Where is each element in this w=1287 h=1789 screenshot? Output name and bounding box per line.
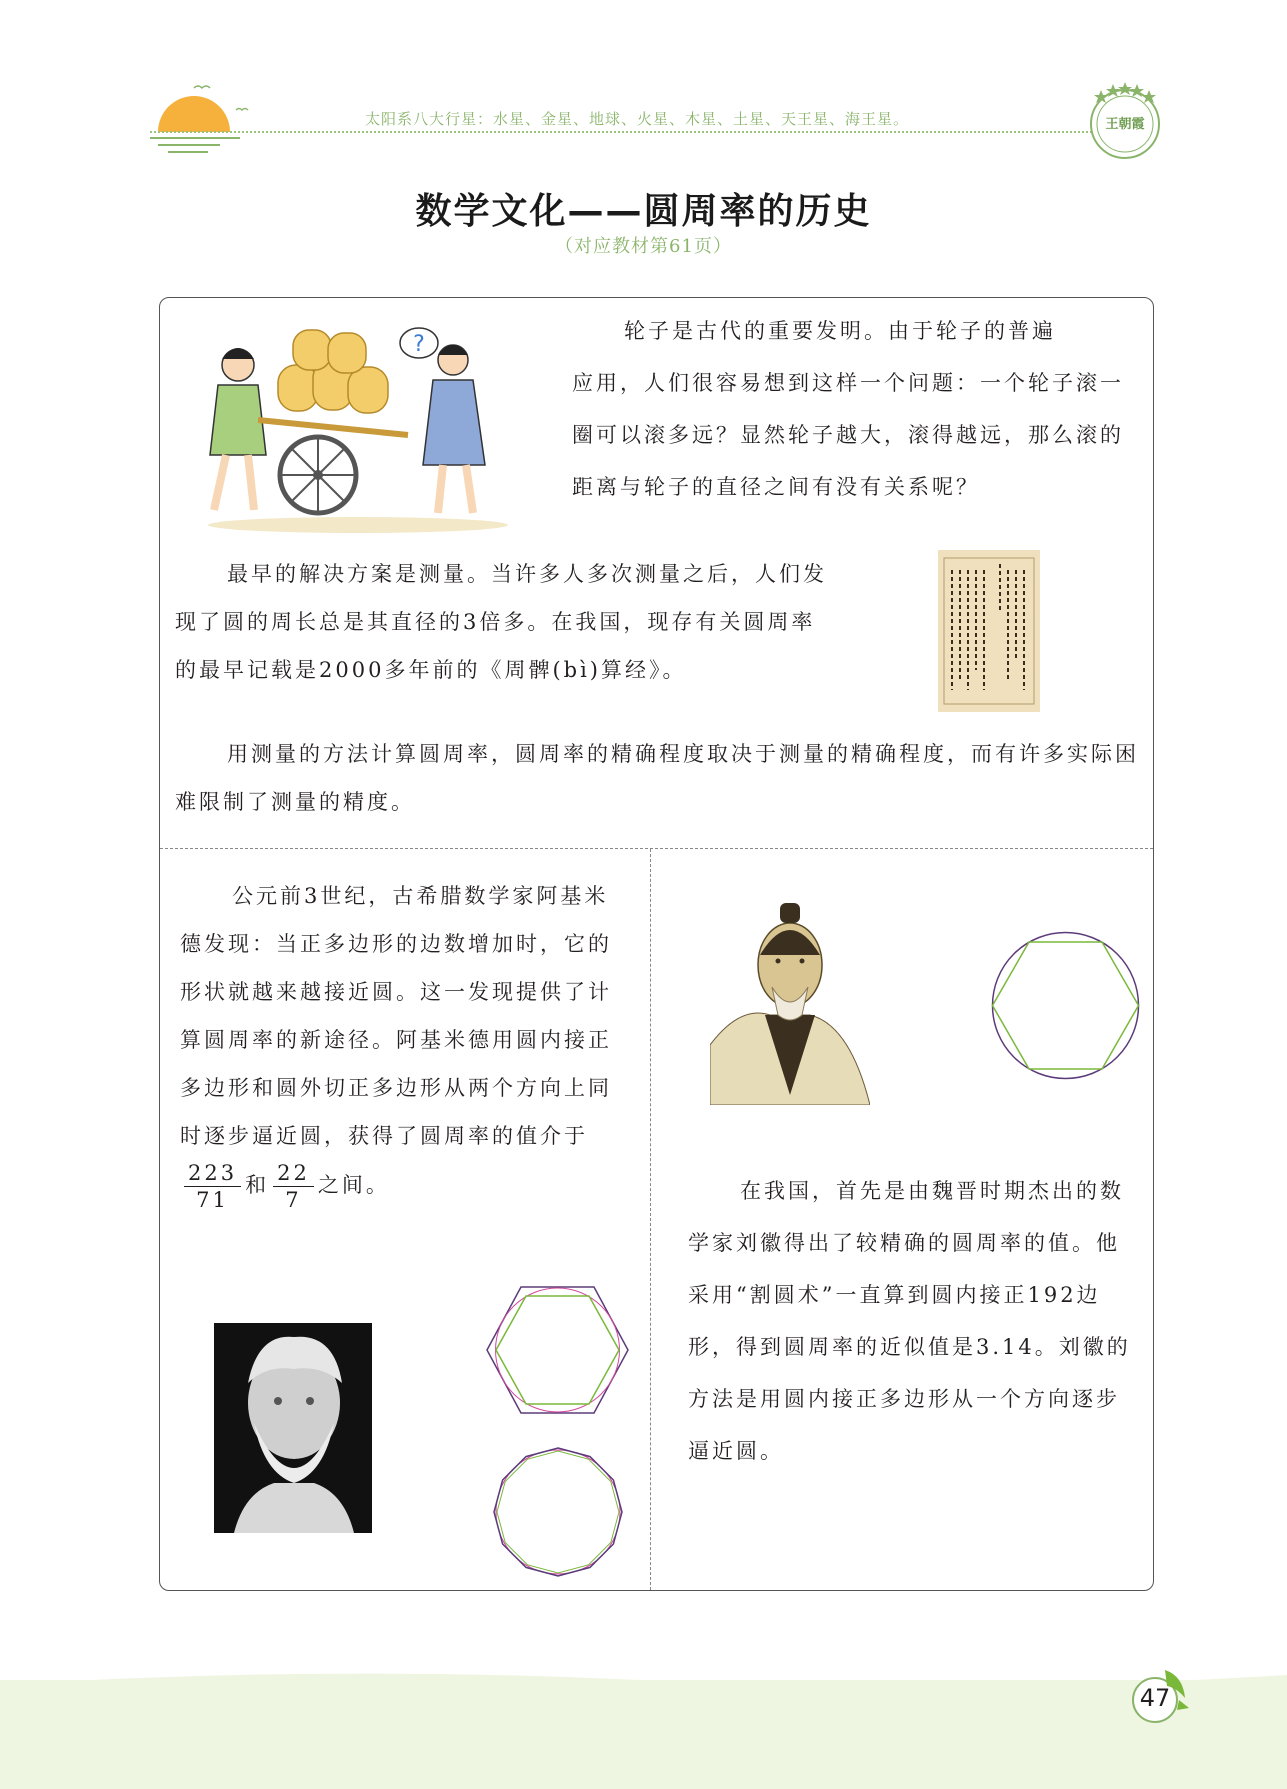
- horizontal-divider: [160, 848, 1153, 849]
- measurement-text: 最早的解决方案是测量。当许多人多次测量之后，人们发现了圆的周长总是其直径的3倍多。在我国，现存有关圆周率的最早记载是2000多年前的《周髀(bì)算经》。: [175, 562, 827, 682]
- sun-logo-icon: [150, 80, 250, 160]
- liu-hui-text: 在我国，首先是由魏晋时期杰出的数学家刘徽得出了较精确的圆周率的值。他采用“割圆术”一直算到圆内接正192边形，得到圆周率的近似值是3.14。刘徽的方法是用圆内接正多边形从一个方向逐步逼近圆。: [688, 1179, 1131, 1463]
- precision-paragraph: [175, 730, 1140, 826]
- page-title: 数学文化——圆周率的历史: [415, 191, 872, 232]
- fraction-numerator: 22: [273, 1160, 314, 1187]
- circle-inscribed-hexagon-diagram: [988, 928, 1143, 1083]
- archimedes-bust-photo: [214, 1323, 372, 1533]
- header-running-text: 太阳系八大行星：水星、金星、地球、火星、木星、土星、天王星、海王星。: [365, 110, 910, 128]
- wheelbarrow-illustration: [188, 325, 518, 540]
- dodecagon-diagram: [492, 1446, 624, 1578]
- page-subtitle: （对应教材第61页）: [555, 236, 732, 257]
- circumscribed-hexagon-diagram: [485, 1285, 630, 1415]
- brand-badge-text: 王朝霞: [1105, 117, 1145, 132]
- fraction-22-7: [273, 1160, 314, 1213]
- fraction-223-71: [184, 1160, 241, 1213]
- archimedes-conjunction: 和: [245, 1173, 270, 1197]
- precision-text: 用测量的方法计算圆周率，圆周率的精确程度取决于测量的精确程度，而有许多实际困难限制了测量的精度。: [175, 742, 1139, 814]
- fraction-numerator: 223: [184, 1160, 241, 1187]
- intro-line1: 轮子是古代的重要发明。由于轮子的普遍: [624, 319, 1056, 343]
- archimedes-tail: 之间。: [317, 1173, 390, 1197]
- intro-paragraph: [572, 305, 1132, 513]
- question-bubble-icon: [397, 326, 441, 364]
- page-number: 47: [1139, 1684, 1171, 1712]
- zhoubi-suanjing-image: [938, 550, 1040, 712]
- fraction-denominator: 71: [196, 1188, 229, 1212]
- header-dotted-line: [150, 131, 1100, 133]
- brand-badge: [1083, 78, 1167, 162]
- svg-text:?: ?: [413, 332, 425, 357]
- intro-rest: 应用，人们很容易想到这样一个问题：一个轮子滚一圈可以滚多远？显然轮子越大，滚得越远，那么滚的距离与轮子的直径之间有没有关系呢？: [572, 371, 1124, 499]
- liu-hui-paragraph: [688, 1165, 1138, 1477]
- vertical-divider: [650, 849, 651, 1590]
- liu-hui-portrait: [710, 895, 870, 1105]
- measurement-paragraph: [175, 550, 835, 694]
- archimedes-text: 公元前3世纪，古希腊数学家阿基米德发现：当正多边形的边数增加时，它的形状就越来越接近圆。这一发现提供了计算圆周率的新途径。阿基米德用圆内接正多边形和圆外切正多边形从两个方向上同时逐步逼近圆，获得了圆周率的值介于: [180, 884, 612, 1148]
- fraction-denominator: 7: [285, 1188, 302, 1212]
- archimedes-paragraph: [180, 872, 620, 1213]
- footer-wave-decoration: [0, 1655, 1287, 1715]
